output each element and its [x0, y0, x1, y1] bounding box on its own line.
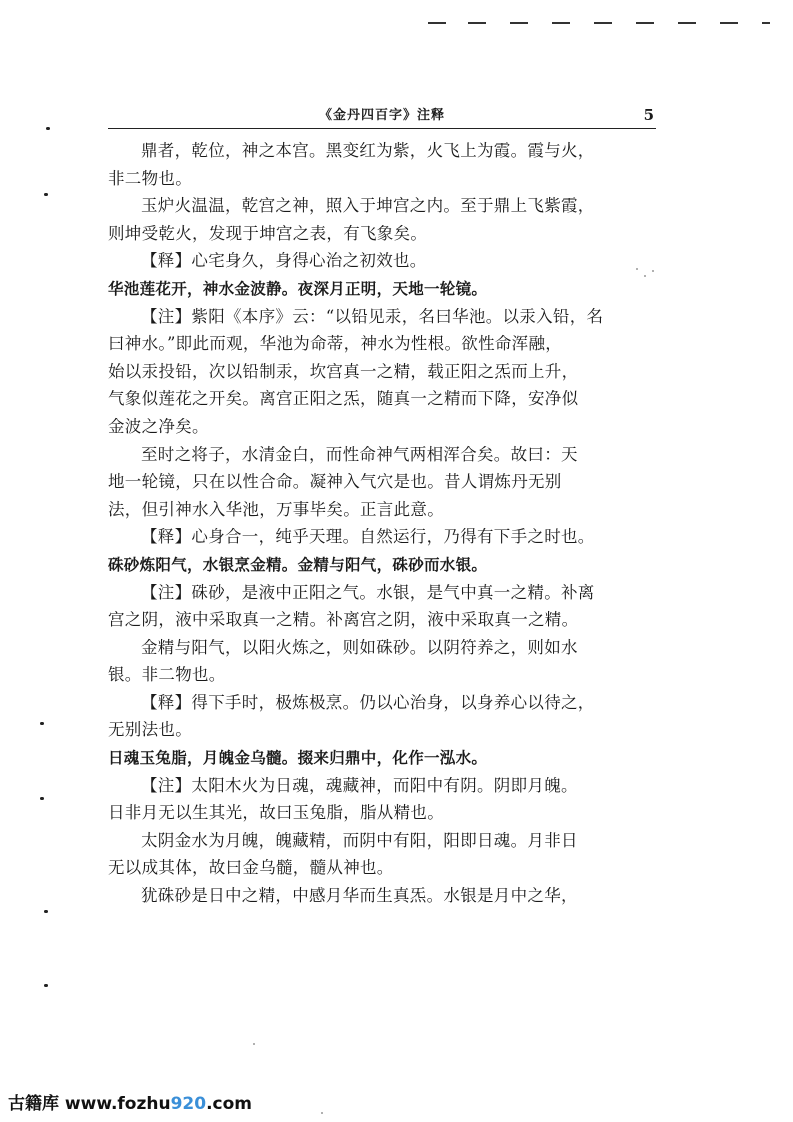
running-header: [108, 104, 656, 129]
margin-mark: [40, 722, 44, 725]
text-line: 【注】硃砂，是液中正阳之气。水银，是气中真一之精。补离: [141, 582, 595, 602]
text-line: 【释】心身合一，纯乎天理。自然运行，乃得有下手之时也。: [141, 527, 595, 547]
text-line: 日非月无以生其光，故曰玉兔脂，脂从精也。: [108, 803, 444, 823]
text-line: 玉炉火温温，乾宫之神，照入于坤宫之内。至于鼎上飞紫霞，: [141, 196, 595, 216]
text-line: 曰神水。”即此而观，华池为命蒂，神水为性根。欲性命浑融，: [108, 334, 563, 354]
text-line: 太阴金水为月魄，魄藏精，而阴中有阳，阳即日魂。月非日: [141, 830, 578, 850]
margin-mark: [44, 910, 48, 913]
text-line: 鼎者，乾位，神之本宫。黑变红为紫，火飞上为霞。霞与火，: [141, 141, 595, 160]
margin-mark: [40, 797, 44, 800]
body-text: [108, 137, 660, 910]
margin-mark: [46, 127, 50, 130]
text-line: 无别法也。: [108, 720, 192, 740]
footer-url-number: 920: [170, 1094, 207, 1114]
verse-line: 硃砂炼阳气，水银烹金精。金精与阳气，硃砂而水银。: [108, 554, 488, 574]
scan-speck: [652, 270, 654, 272]
scan-speck: [636, 268, 638, 270]
footer-watermark: [8, 1089, 252, 1114]
verse-line: 华池莲花开，神水金波静。夜深月正明，天地一轮镜。: [108, 278, 488, 298]
text-line: 地一轮镜，只在以性合命。凝神入气穴是也。昔人谓炼丹无别: [108, 472, 562, 492]
text-line: 【注】紫阳《本序》云：“以铅见汞，名曰华池。以汞入铅，名: [141, 306, 604, 326]
scan-speck: [253, 1043, 255, 1045]
text-line: 【注】太阳木火为日魂，魂藏神，而阳中有阴。阴即月魄。: [141, 775, 578, 795]
margin-mark: [44, 193, 48, 196]
text-line: 至时之将子，水清金白，而性命神气两相浑合矣。故曰：天: [141, 444, 578, 464]
footer-url-prefix: www.fozhu: [64, 1094, 171, 1114]
text-line: 法，但引神水入华池，万事毕矣。正言此意。: [108, 499, 444, 519]
text-line: 金波之净矣。: [108, 416, 209, 436]
text-line: 始以汞投铅，次以铅制汞，坎宫真一之精，载正阳之炁而上升，: [108, 361, 579, 381]
text-line: 犹硃砂是日中之精，中感月华而生真炁。水银是月中之华，: [141, 886, 578, 906]
text-line: 非二物也。: [108, 168, 192, 188]
page-number: 5: [643, 106, 654, 124]
scan-speck: [644, 275, 646, 277]
text-line: 无以成其体，故曰金乌髓，髓从神也。: [108, 858, 394, 878]
text-line: 金精与阳气，以阳火炼之，则如硃砂。以阴符养之，则如水: [141, 637, 578, 657]
text-line: 【释】得下手时，极炼极烹。仍以心治身，以身养心以待之，: [141, 692, 595, 712]
text-line: 【释】心宅身久，身得心治之初效也。: [141, 251, 427, 271]
text-line: 银。非二物也。: [108, 665, 226, 685]
scan-speck: [321, 1112, 323, 1114]
text-line: 气象似莲花之开矣。离宫正阳之炁，随真一之精而下降，安净似: [108, 389, 579, 409]
text-line: 宫之阴，液中采取真一之精。补离宫之阴，液中采取真一之精。: [108, 610, 579, 630]
header-title: 《金丹四百字》注释: [318, 108, 445, 123]
footer-url-suffix: .com: [206, 1094, 253, 1114]
margin-mark: [44, 984, 48, 987]
top-dash-marks: [428, 22, 788, 24]
verse-line: 日魂玉兔脂，月魄金乌髓。掇来归鼎中，化作一泓水。: [108, 748, 488, 768]
footer-site-name: 古籍库: [8, 1094, 59, 1114]
text-line: 则坤受乾火，发现于坤宫之表，有飞象矣。: [108, 223, 428, 243]
